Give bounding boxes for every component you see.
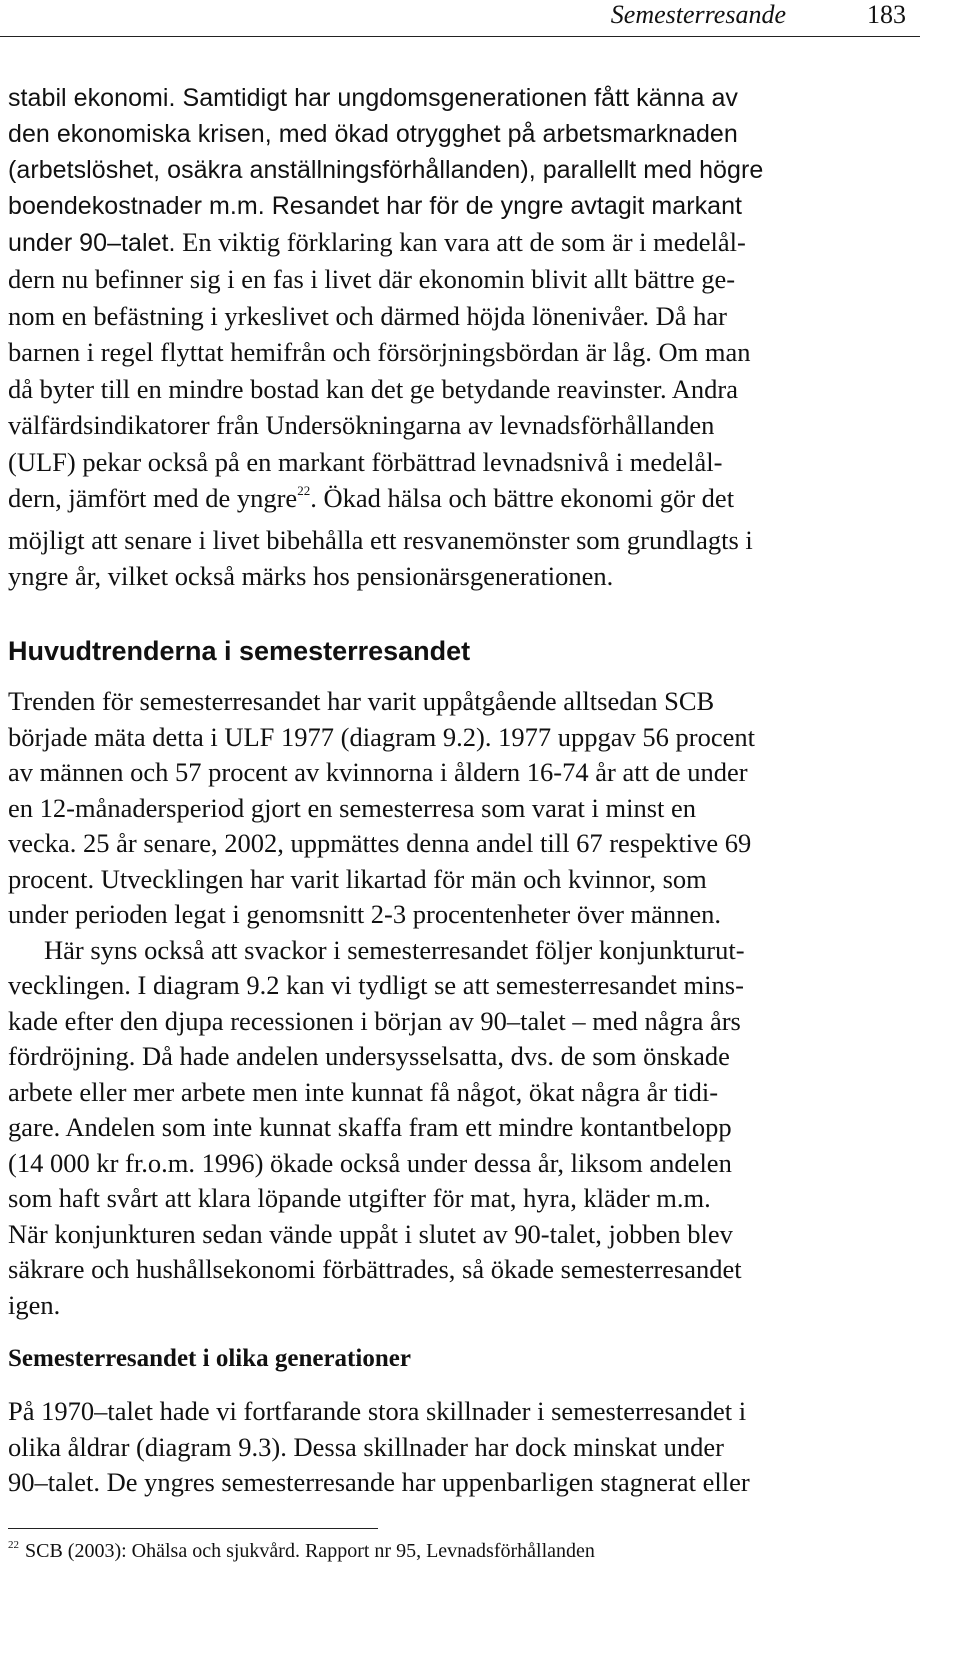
text-line: boendekostnader m.m. Resandet har för de yngre avtagit markant	[8, 192, 743, 220]
text-line: kade efter den djupa recessionen i början av 90–talet – med några års	[8, 1005, 741, 1036]
text-segment: En viktig förklaring kan vara att de som är i medelål-	[175, 227, 746, 257]
footnote-divider	[8, 1528, 378, 1529]
text-segment: under 90–talet.	[8, 229, 176, 257]
text-line-with-footnote-ref	[8, 480, 904, 522]
running-title: Semesterresande	[610, 0, 786, 29]
text-line: av männen och 57 procent av kvinnorna i åldern 16-74 år att de under	[8, 757, 748, 787]
text-line: procent. Utvecklingen har varit likartad för män och kvinnor, som	[8, 863, 707, 894]
text-line: under perioden legat i genomsnitt 2-3 procentenheter över männen.	[8, 899, 722, 929]
text-line: olika åldrar (diagram 9.3). Dessa skillnader har dock minskat under	[8, 1431, 725, 1462]
subsection-heading: Semesterresandet i olika generationer	[8, 1345, 411, 1372]
text-line: nom en befästning i yrkeslivet och därmed höjda lönenivåer. Då har	[8, 300, 727, 331]
text-segment: . Ökad hälsa och bättre ekonomi gör det	[310, 483, 735, 513]
paragraph-2	[8, 684, 908, 933]
text-line: På 1970–talet hade vi fortfarande stora skillnader i semesterresandet i	[8, 1396, 747, 1426]
text-segment: dern, jämfört med de yngre	[8, 483, 298, 513]
text-line: arbete eller mer arbete men inte kunnat få något, ökat några år tidi-	[8, 1076, 719, 1107]
text-line: dern nu befinner sig i en fas i livet där ekonomin blivit allt bättre ge-	[8, 264, 736, 294]
text-line: säkrare och hushållsekonomi förbättrades, så ökade semesterresandet	[8, 1254, 742, 1284]
footnote	[8, 1540, 595, 1563]
text-line: (ULF) pekar också på en markant förbättrad levnadsnivå i medelål-	[8, 446, 723, 477]
text-line: vecklingen. I diagram 9.2 kan vi tydligt se att semesterresandet mins-	[8, 970, 744, 1000]
text-line: möjligt att senare i livet bibehålla ett resvanemönster som grundlagts i	[8, 524, 753, 555]
paragraph-3	[8, 933, 908, 1324]
text-line: fördröjning. Då hade andelen undersysselsatta, dvs. de som önskade	[8, 1041, 730, 1071]
text-line: barnen i regel flyttat hemifrån och försörjningsbördan är låg. Om man	[8, 337, 751, 367]
text-line: då byter till en mindre bostad kan det ge betydande reavinster. Andra	[8, 373, 738, 404]
text-line: som haft svårt att klara löpande utgifter för mat, hyra, kläder m.m.	[8, 1183, 711, 1213]
text-line: 90–talet. De yngres semesterresande har uppenbarligen stagnerat eller	[8, 1467, 750, 1497]
paragraph-1	[8, 80, 904, 595]
text-line: Här syns också att svackor i semesterresandet följer konjunkturut-	[44, 934, 745, 965]
text-line: Trenden för semesterresandet har varit uppåtgående alltsedan SCB	[8, 686, 715, 716]
text-line: den ekonomiska krisen, med ökad otrygghet på arbetsmarknaden	[8, 120, 738, 148]
text-line-mixed	[8, 224, 904, 261]
text-line: (arbetslöshet, osäkra anställningsförhållanden), parallellt med högre	[8, 156, 764, 184]
text-line: gare. Andelen som inte kunnat skaffa fram ett mindre kontantbelopp	[8, 1112, 732, 1142]
section-body	[8, 684, 908, 1323]
page-number: 183	[867, 0, 906, 29]
text-line: en 12-månadersperiod gjort en semesterresa som varat i minst en	[8, 792, 697, 823]
text-line: När konjunkturen sedan vände uppåt i slutet av 90-talet, jobben blev	[8, 1218, 733, 1249]
footnote-mark: 22	[8, 1539, 19, 1551]
text-line: stabil ekonomi. Samtidigt har ungdomsgenerationen fått känna av	[8, 84, 738, 112]
text-line: yngre år, vilket också märks hos pensionärsgenerationen.	[8, 561, 614, 591]
text-line: välfärdsindikatorer från Undersökningarna av levnadsförhållanden	[8, 410, 715, 440]
footnote-reference[interactable]: 22	[297, 483, 311, 498]
text-line: (14 000 kr fr.o.m. 1996) ökade också under dessa år, liksom andelen	[8, 1147, 732, 1178]
footnote-text: SCB (2003): Ohälsa och sjukvård. Rapport nr 95, Levnadsförhållanden	[25, 1540, 595, 1562]
text-line: vecka. 25 år senare, 2002, uppmättes denna andel till 67 respektive 69	[8, 828, 752, 858]
text-line: igen.	[8, 1289, 61, 1320]
section-heading: Huvudtrenderna i semesterresandet	[8, 636, 471, 666]
text-line: började mäta detta i ULF 1977 (diagram 9.2). 1977 uppgav 56 procent	[8, 721, 755, 752]
running-head	[0, 0, 920, 37]
paragraph-4	[8, 1394, 908, 1501]
